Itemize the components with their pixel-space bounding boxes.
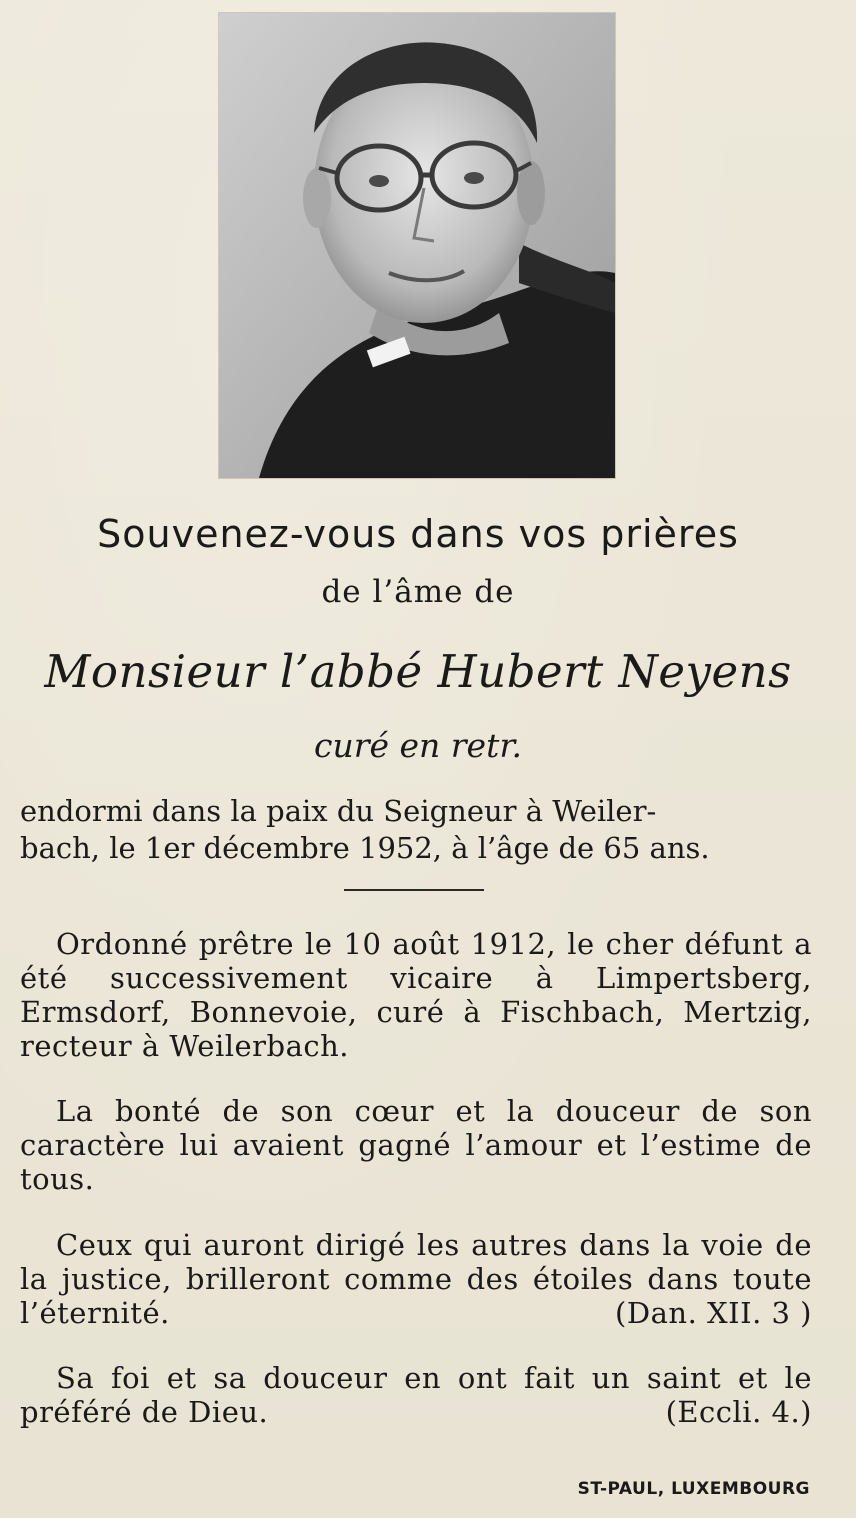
deceased-name: Monsieur l’abbé Hubert Neyens (44, 645, 792, 698)
quote-daniel-reference: (Dan. XII. 3 ) (615, 1296, 812, 1330)
death-notice-line1: endormi dans la paix du Seigneur à Weiler- (20, 794, 657, 828)
quote-ecclesiasticus (20, 1361, 812, 1429)
career-paragraph: Ordonné prêtre le 10 août 1912, le cher défunt a été successivement vicaire à Limpertsberg, Ermsdorf, Bonnevoie, curé à Fischbach, Mertzig, recteur à Weilerbach. (20, 927, 812, 1063)
divider (344, 889, 484, 891)
heading-soul-of: de l’âme de (321, 574, 515, 610)
quote-daniel-text: Ceux qui auront dirigé les autres dans la voie de la justice, brilleront comme des étoiles dans toute l’éternité. (20, 1228, 812, 1330)
quote-ecclesiasticus-text: Sa foi et sa douceur en ont fait un saint et le préféré de Dieu. (20, 1361, 812, 1429)
heading-pray: Souvenez-vous dans vos prières (97, 512, 739, 556)
death-notice-line2: bach, le 1er décembre 1952, à l’âge de 65 ans. (20, 831, 710, 865)
character-paragraph: La bonté de son cœur et la douceur de son caractère lui avaient gagné l’amour et l’estime de tous. (20, 1094, 812, 1196)
quote-daniel (20, 1228, 812, 1330)
printer-imprint: ST-PAUL, LUXEMBOURG (577, 1479, 810, 1499)
death-notice (20, 793, 812, 867)
quote-ecclesiasticus-reference: (Eccli. 4.) (665, 1395, 812, 1429)
portrait-photo (219, 13, 615, 478)
deceased-title: curé en retr. (313, 726, 522, 765)
